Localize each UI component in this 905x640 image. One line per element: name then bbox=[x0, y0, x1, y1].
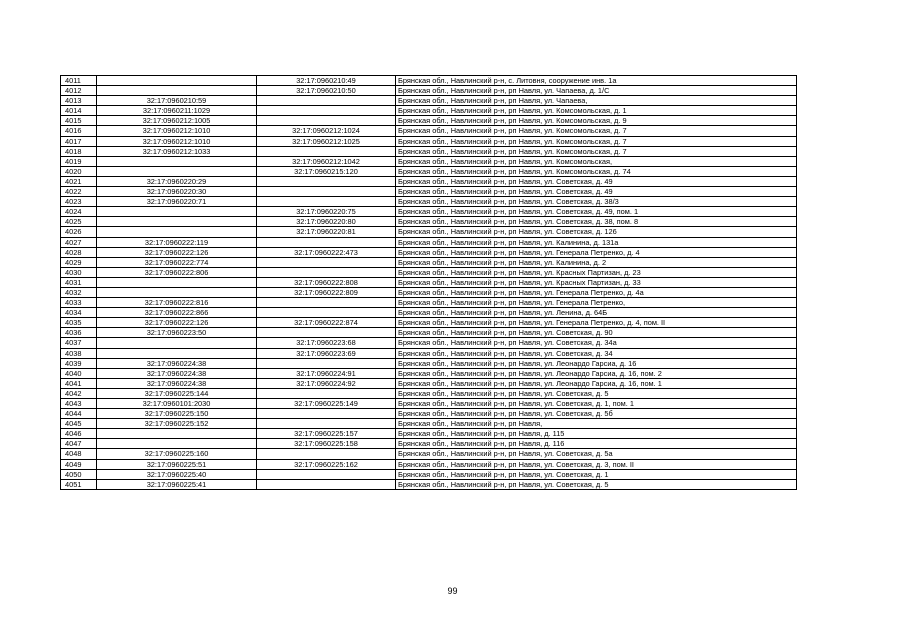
table-row bbox=[61, 86, 797, 96]
table-row bbox=[61, 116, 797, 126]
parent-cadastral-number-cell bbox=[97, 207, 257, 217]
parent-cadastral-number-cell: 32:17:0960222:816 bbox=[97, 298, 257, 308]
row-number-cell: 4025 bbox=[61, 217, 97, 227]
parent-cadastral-number-cell bbox=[97, 217, 257, 227]
address-cell: Брянская обл., Навлинский р-н, рп Навля, ул. Советская, д. 49 bbox=[396, 176, 797, 186]
address-cell: Брянская обл., Навлинский р-н, рп Навля, ул. Комсомольская, д. 1 bbox=[396, 106, 797, 116]
parent-cadastral-number-cell bbox=[97, 287, 257, 297]
table-row bbox=[61, 409, 797, 419]
table-row bbox=[61, 368, 797, 378]
cadastral-number-cell bbox=[257, 358, 396, 368]
cadastral-number-cell: 32:17:0960212:1025 bbox=[257, 136, 396, 146]
table-row bbox=[61, 328, 797, 338]
address-cell: Брянская обл., Навлинский р-н, рп Навля, ул. Комсомольская, bbox=[396, 156, 797, 166]
parent-cadastral-number-cell: 32:17:0960224:38 bbox=[97, 358, 257, 368]
parent-cadastral-number-cell bbox=[97, 156, 257, 166]
parent-cadastral-number-cell: 32:17:0960225:150 bbox=[97, 409, 257, 419]
table-row bbox=[61, 399, 797, 409]
cadastral-number-cell bbox=[257, 449, 396, 459]
address-cell: Брянская обл., Навлинский р-н, рп Навля, ул. Советская, д. 5 bbox=[396, 388, 797, 398]
address-cell: Брянская обл., Навлинский р-н, рп Навля, bbox=[396, 419, 797, 429]
address-cell: Брянская обл., Навлинский р-н, рп Навля, ул. Комсомольская, д. 7 bbox=[396, 146, 797, 156]
parent-cadastral-number-cell bbox=[97, 227, 257, 237]
address-cell: Брянская обл., Навлинский р-н, рп Навля, ул. Калинина, д. 2 bbox=[396, 257, 797, 267]
cadastral-number-cell bbox=[257, 106, 396, 116]
parent-cadastral-number-cell: 32:17:0960225:144 bbox=[97, 388, 257, 398]
address-cell: Брянская обл., Навлинский р-н, рп Навля, ул. Генерала Петренко, д. 4, пом. II bbox=[396, 318, 797, 328]
row-number-cell: 4014 bbox=[61, 106, 97, 116]
parent-cadastral-number-cell: 32:17:0960222:119 bbox=[97, 237, 257, 247]
parent-cadastral-number-cell: 32:17:0960220:29 bbox=[97, 176, 257, 186]
cadastral-number-cell bbox=[257, 237, 396, 247]
address-cell: Брянская обл., Навлинский р-н, рп Навля, ул. Комсомольская, д. 9 bbox=[396, 116, 797, 126]
address-cell: Брянская обл., Навлинский р-н, рп Навля, ул. Советская, д. 34а bbox=[396, 338, 797, 348]
table-row bbox=[61, 166, 797, 176]
table-row bbox=[61, 106, 797, 116]
row-number-cell: 4028 bbox=[61, 247, 97, 257]
address-cell: Брянская обл., Навлинский р-н, рп Навля, ул. Советская, д. 90 bbox=[396, 328, 797, 338]
parent-cadastral-number-cell: 32:17:0960224:38 bbox=[97, 378, 257, 388]
table-row bbox=[61, 318, 797, 328]
table-row bbox=[61, 247, 797, 257]
address-cell: Брянская обл., Навлинский р-н, рп Навля, ул. Генерала Петренко, д. 4 bbox=[396, 247, 797, 257]
table-row bbox=[61, 217, 797, 227]
row-number-cell: 4049 bbox=[61, 459, 97, 469]
table-row bbox=[61, 96, 797, 106]
cadastral-number-cell: 32:17:0960212:1024 bbox=[257, 126, 396, 136]
row-number-cell: 4035 bbox=[61, 318, 97, 328]
cadastral-number-cell bbox=[257, 469, 396, 479]
table-row bbox=[61, 348, 797, 358]
address-cell: Брянская обл., Навлинский р-н, рп Навля, д. 115 bbox=[396, 429, 797, 439]
row-number-cell: 4044 bbox=[61, 409, 97, 419]
row-number-cell: 4017 bbox=[61, 136, 97, 146]
parent-cadastral-number-cell: 32:17:0960222:126 bbox=[97, 318, 257, 328]
table-row bbox=[61, 257, 797, 267]
row-number-cell: 4043 bbox=[61, 399, 97, 409]
address-cell: Брянская обл., Навлинский р-н, рп Навля, ул. Советская, д. 34 bbox=[396, 348, 797, 358]
cadastral-number-cell: 32:17:0960223:68 bbox=[257, 338, 396, 348]
cadastral-number-cell: 32:17:0960210:50 bbox=[257, 86, 396, 96]
address-cell: Брянская обл., Навлинский р-н, рп Навля, ул. Ленина, д. 64Б bbox=[396, 308, 797, 318]
parent-cadastral-number-cell bbox=[97, 338, 257, 348]
address-cell: Брянская обл., Навлинский р-н, рп Навля, д. 116 bbox=[396, 439, 797, 449]
address-cell: Брянская обл., Навлинский р-н, рп Навля, ул. Леонардо Гарсиа, д. 16, пом. 2 bbox=[396, 368, 797, 378]
parent-cadastral-number-cell bbox=[97, 86, 257, 96]
row-number-cell: 4039 bbox=[61, 358, 97, 368]
table-row bbox=[61, 156, 797, 166]
address-cell: Брянская обл., Навлинский р-н, рп Навля, ул. Красных Партизан, д. 23 bbox=[396, 267, 797, 277]
table-row bbox=[61, 378, 797, 388]
cadastral-number-cell: 32:17:0960220:80 bbox=[257, 217, 396, 227]
cadastral-number-cell bbox=[257, 328, 396, 338]
cadastral-number-cell: 32:17:0960224:91 bbox=[257, 368, 396, 378]
cadastral-number-cell bbox=[257, 298, 396, 308]
parent-cadastral-number-cell: 32:17:0960222:866 bbox=[97, 308, 257, 318]
parent-cadastral-number-cell: 32:17:0960222:806 bbox=[97, 267, 257, 277]
row-number-cell: 4011 bbox=[61, 76, 97, 86]
parent-cadastral-number-cell: 32:17:0960223:50 bbox=[97, 328, 257, 338]
cadastral-number-cell: 32:17:0960212:1042 bbox=[257, 156, 396, 166]
table-row bbox=[61, 76, 797, 86]
row-number-cell: 4033 bbox=[61, 298, 97, 308]
table-row bbox=[61, 429, 797, 439]
address-cell: Брянская обл., Навлинский р-н, рп Навля, ул. Советская, д. 126 bbox=[396, 227, 797, 237]
table-row bbox=[61, 267, 797, 277]
table-row bbox=[61, 298, 797, 308]
cadastral-number-cell: 32:17:0960225:157 bbox=[257, 429, 396, 439]
row-number-cell: 4041 bbox=[61, 378, 97, 388]
row-number-cell: 4022 bbox=[61, 187, 97, 197]
table-row bbox=[61, 449, 797, 459]
address-cell: Брянская обл., Навлинский р-н, рп Навля, ул. Комсомольская, д. 7 bbox=[396, 126, 797, 136]
row-number-cell: 4046 bbox=[61, 429, 97, 439]
table-row bbox=[61, 146, 797, 156]
address-cell: Брянская обл., Навлинский р-н, рп Навля, ул. Красных Партизан, д. 33 bbox=[396, 277, 797, 287]
table-row bbox=[61, 277, 797, 287]
address-cell: Брянская обл., Навлинский р-н, рп Навля, ул. Чапаева, д. 1/С bbox=[396, 86, 797, 96]
table-row bbox=[61, 197, 797, 207]
table-body bbox=[61, 76, 797, 490]
parent-cadastral-number-cell: 32:17:0960220:71 bbox=[97, 197, 257, 207]
address-cell: Брянская обл., Навлинский р-н, рп Навля, ул. Советская, д. 1 bbox=[396, 469, 797, 479]
parent-cadastral-number-cell bbox=[97, 348, 257, 358]
parent-cadastral-number-cell: 32:17:0960212:1010 bbox=[97, 126, 257, 136]
parent-cadastral-number-cell bbox=[97, 429, 257, 439]
cadastral-number-cell: 32:17:0960222:809 bbox=[257, 287, 396, 297]
row-number-cell: 4038 bbox=[61, 348, 97, 358]
address-cell: Брянская обл., Навлинский р-н, рп Навля, ул. Леонардо Гарсиа, д. 16 bbox=[396, 358, 797, 368]
row-number-cell: 4036 bbox=[61, 328, 97, 338]
cadastral-number-cell bbox=[257, 96, 396, 106]
address-cell: Брянская обл., Навлинский р-н, рп Навля, ул. Советская, д. 38, пом. 8 bbox=[396, 217, 797, 227]
row-number-cell: 4016 bbox=[61, 126, 97, 136]
parent-cadastral-number-cell: 32:17:0960225:51 bbox=[97, 459, 257, 469]
row-number-cell: 4027 bbox=[61, 237, 97, 247]
parent-cadastral-number-cell bbox=[97, 76, 257, 86]
parent-cadastral-number-cell: 32:17:0960222:126 bbox=[97, 247, 257, 257]
row-number-cell: 4040 bbox=[61, 368, 97, 378]
cadastral-number-cell: 32:17:0960222:473 bbox=[257, 247, 396, 257]
address-cell: Брянская обл., Навлинский р-н, рп Навля, ул. Генерала Петренко, д. 4а bbox=[396, 287, 797, 297]
cadastral-number-cell: 32:17:0960224:92 bbox=[257, 378, 396, 388]
cadastral-number-cell: 32:17:0960223:69 bbox=[257, 348, 396, 358]
table-row bbox=[61, 237, 797, 247]
cadastral-number-cell bbox=[257, 176, 396, 186]
row-number-cell: 4032 bbox=[61, 287, 97, 297]
row-number-cell: 4013 bbox=[61, 96, 97, 106]
parent-cadastral-number-cell bbox=[97, 166, 257, 176]
cadastral-number-cell: 32:17:0960220:81 bbox=[257, 227, 396, 237]
table-row bbox=[61, 136, 797, 146]
parent-cadastral-number-cell bbox=[97, 277, 257, 287]
page-number: 99 bbox=[447, 586, 458, 596]
parent-cadastral-number-cell: 32:17:0960225:152 bbox=[97, 419, 257, 429]
cadastral-number-cell: 32:17:0960222:808 bbox=[257, 277, 396, 287]
table-row bbox=[61, 469, 797, 479]
address-cell: Брянская обл., Навлинский р-н, рп Навля, ул. Советская, д. 5б bbox=[396, 409, 797, 419]
parent-cadastral-number-cell: 32:17:0960212:1010 bbox=[97, 136, 257, 146]
parent-cadastral-number-cell: 32:17:0960224:38 bbox=[97, 368, 257, 378]
cadastral-number-cell bbox=[257, 257, 396, 267]
address-cell: Брянская обл., Навлинский р-н, рп Навля, ул. Советская, д. 38/3 bbox=[396, 197, 797, 207]
table-row bbox=[61, 126, 797, 136]
row-number-cell: 4023 bbox=[61, 197, 97, 207]
row-number-cell: 4037 bbox=[61, 338, 97, 348]
table-row bbox=[61, 308, 797, 318]
address-cell: Брянская обл., Навлинский р-н, рп Навля, ул. Советская, д. 49, пом. 1 bbox=[396, 207, 797, 217]
row-number-cell: 4021 bbox=[61, 176, 97, 186]
row-number-cell: 4029 bbox=[61, 257, 97, 267]
cadastral-number-cell: 32:17:0960215:120 bbox=[257, 166, 396, 176]
table-row bbox=[61, 227, 797, 237]
cadastral-number-cell bbox=[257, 116, 396, 126]
table-row bbox=[61, 187, 797, 197]
parent-cadastral-number-cell: 32:17:0960220:30 bbox=[97, 187, 257, 197]
row-number-cell: 4047 bbox=[61, 439, 97, 449]
row-number-cell: 4012 bbox=[61, 86, 97, 96]
parent-cadastral-number-cell bbox=[97, 439, 257, 449]
parent-cadastral-number-cell: 32:17:0960225:160 bbox=[97, 449, 257, 459]
row-number-cell: 4030 bbox=[61, 267, 97, 277]
address-cell: Брянская обл., Навлинский р-н, рп Навля, ул. Советская, д. 1, пом. 1 bbox=[396, 399, 797, 409]
cadastral-number-cell bbox=[257, 409, 396, 419]
row-number-cell: 4031 bbox=[61, 277, 97, 287]
parent-cadastral-number-cell: 32:17:0960212:1033 bbox=[97, 146, 257, 156]
row-number-cell: 4042 bbox=[61, 388, 97, 398]
row-number-cell: 4024 bbox=[61, 207, 97, 217]
cadastral-number-cell bbox=[257, 267, 396, 277]
cadastral-number-cell: 32:17:0960225:149 bbox=[257, 399, 396, 409]
cadastral-number-cell bbox=[257, 388, 396, 398]
table-row bbox=[61, 338, 797, 348]
row-number-cell: 4050 bbox=[61, 469, 97, 479]
parent-cadastral-number-cell: 32:17:0960101:2030 bbox=[97, 399, 257, 409]
property-table bbox=[60, 75, 797, 490]
table-row bbox=[61, 388, 797, 398]
table-row bbox=[61, 207, 797, 217]
row-number-cell: 4015 bbox=[61, 116, 97, 126]
cadastral-number-cell bbox=[257, 146, 396, 156]
parent-cadastral-number-cell: 32:17:0960211:1029 bbox=[97, 106, 257, 116]
row-number-cell: 4034 bbox=[61, 308, 97, 318]
cadastral-number-cell: 32:17:0960225:158 bbox=[257, 439, 396, 449]
address-cell: Брянская обл., Навлинский р-н, рп Навля, ул. Комсомольская, д. 7 bbox=[396, 136, 797, 146]
cadastral-number-cell bbox=[257, 197, 396, 207]
table-row bbox=[61, 479, 797, 489]
table-row bbox=[61, 358, 797, 368]
row-number-cell: 4051 bbox=[61, 479, 97, 489]
cadastral-number-cell: 32:17:0960210:49 bbox=[257, 76, 396, 86]
table-row bbox=[61, 287, 797, 297]
cadastral-number-cell bbox=[257, 308, 396, 318]
cadastral-number-cell bbox=[257, 479, 396, 489]
cadastral-number-cell: 32:17:0960222:874 bbox=[257, 318, 396, 328]
address-cell: Брянская обл., Навлинский р-н, рп Навля, ул. Советская, д. 3, пом. II bbox=[396, 459, 797, 469]
parent-cadastral-number-cell: 32:17:0960225:40 bbox=[97, 469, 257, 479]
table-row bbox=[61, 176, 797, 186]
parent-cadastral-number-cell: 32:17:0960225:41 bbox=[97, 479, 257, 489]
table-row bbox=[61, 439, 797, 449]
address-cell: Брянская обл., Навлинский р-н, рп Навля, ул. Комсомольская, д. 74 bbox=[396, 166, 797, 176]
row-number-cell: 4048 bbox=[61, 449, 97, 459]
row-number-cell: 4026 bbox=[61, 227, 97, 237]
cadastral-number-cell: 32:17:0960220:75 bbox=[257, 207, 396, 217]
address-cell: Брянская обл., Навлинский р-н, рп Навля, ул. Советская, д. 49 bbox=[396, 187, 797, 197]
parent-cadastral-number-cell: 32:17:0960222:774 bbox=[97, 257, 257, 267]
row-number-cell: 4045 bbox=[61, 419, 97, 429]
address-cell: Брянская обл., Навлинский р-н, рп Навля, ул. Советская, д. 5 bbox=[396, 479, 797, 489]
cadastral-number-cell bbox=[257, 419, 396, 429]
address-cell: Брянская обл., Навлинский р-н, с. Литовня, сооружение инв. 1а bbox=[396, 76, 797, 86]
cadastral-number-cell bbox=[257, 187, 396, 197]
row-number-cell: 4018 bbox=[61, 146, 97, 156]
address-cell: Брянская обл., Навлинский р-н, рп Навля, ул. Советская, д. 5а bbox=[396, 449, 797, 459]
address-cell: Брянская обл., Навлинский р-н, рп Навля, ул. Чапаева, bbox=[396, 96, 797, 106]
table-row bbox=[61, 459, 797, 469]
row-number-cell: 4019 bbox=[61, 156, 97, 166]
address-cell: Брянская обл., Навлинский р-н, рп Навля, ул. Леонардо Гарсиа, д. 16, пом. 1 bbox=[396, 378, 797, 388]
table-row bbox=[61, 419, 797, 429]
parent-cadastral-number-cell: 32:17:0960210:59 bbox=[97, 96, 257, 106]
address-cell: Брянская обл., Навлинский р-н, рп Навля, ул. Калинина, д. 131а bbox=[396, 237, 797, 247]
parent-cadastral-number-cell: 32:17:0960212:1005 bbox=[97, 116, 257, 126]
cadastral-number-cell: 32:17:0960225:162 bbox=[257, 459, 396, 469]
address-cell: Брянская обл., Навлинский р-н, рп Навля, ул. Генерала Петренко, bbox=[396, 298, 797, 308]
row-number-cell: 4020 bbox=[61, 166, 97, 176]
